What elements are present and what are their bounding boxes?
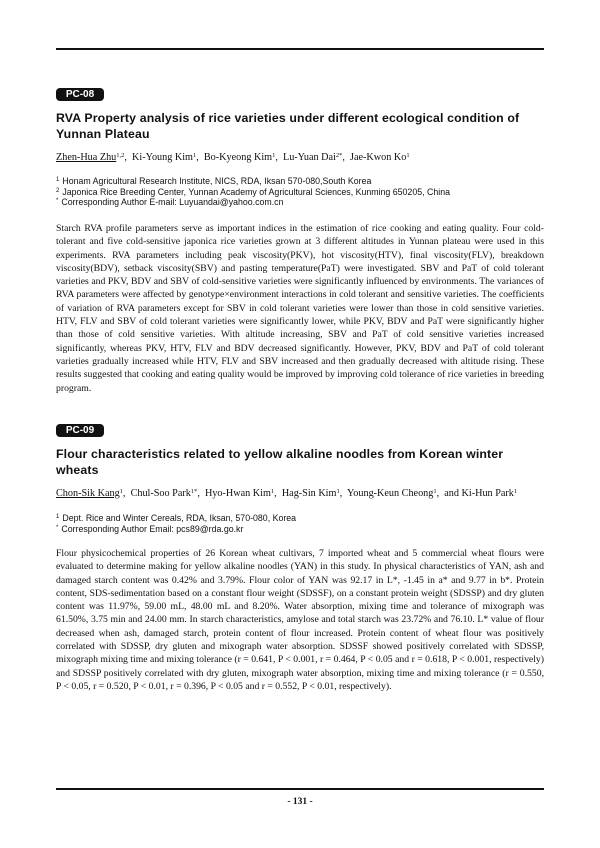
author-affiliation-mark: 1 — [433, 488, 437, 495]
author-name: Lu-Yuan Dai — [282, 152, 336, 163]
affiliation — [56, 187, 544, 198]
affiliation — [56, 176, 544, 187]
affiliation-mark: * — [56, 198, 59, 204]
author-name: Zhen-Hua Zhu — [56, 152, 117, 163]
affiliation-text: Corresponding Author Email: pcs89@rda.go.kr — [61, 523, 244, 534]
author — [56, 488, 123, 499]
author-affiliation-mark: 1,2 — [116, 152, 125, 159]
affiliation-mark: 1 — [56, 177, 60, 183]
author-name: Chon-Sik Kang — [56, 488, 120, 499]
abstract-title: Flour characteristics related to yellow alkaline noodles from Korean winter wheats — [56, 447, 504, 477]
author: and Ki-Hun Park$^1$ — [444, 488, 518, 499]
affiliation-text: Dept. Rice and Winter Cereals, RDA, Iksan, 570-080, Korea — [62, 513, 297, 523]
author-affiliation-mark: 2* — [335, 152, 343, 159]
affiliation-text: Japonica Rice Breeding Center, Yunnan Academy of Agricultural Sciences, Kunming 650205, China — [62, 186, 450, 197]
author-name: Ki-Young Kim — [132, 152, 193, 163]
affiliation — [56, 513, 544, 524]
author-name: Hag-Sin Kim — [281, 488, 337, 499]
abstract-title: RVA Property analysis of rice varieties under different ecological condition of Yunnan Plateau — [56, 111, 520, 141]
corresponding-author — [56, 197, 544, 208]
abstract-code-badge: PC-08 — [56, 88, 104, 101]
author-affiliation-mark: 1* — [190, 488, 198, 495]
author-affiliation-mark: 1 — [119, 488, 123, 495]
author — [131, 488, 198, 499]
author-list: Zhen-Hua Zhu$^{1,2}$, Ki-Young Kim$^1$, Bo-Kyeong Kim$^1$, Lu-Yuan Dai$^{2*}$, Jae-Kwon Ko$^1$ — [56, 152, 410, 163]
author-affiliation-mark: 1 — [272, 152, 276, 159]
author-affiliation-mark: 1 — [270, 488, 275, 495]
author — [56, 152, 124, 163]
abstract-body: Flour physicochemical properties of 26 Korean wheat cultivars, 7 imported wheat and 5 commercial wheat flours were evaluated to determine making for yellow alkaline noodles (YAN) in this study. In physical characteristics of YAN, ash and damaged starch content was 0.42% and 3.79%. Flour color of YAN was 92.17 in L*, -1.45 in a* and 9.77 in b*. Protein content, SDS-sedimentation based on a constant flour weight (SDSSF), on a constant protein weight (SDSSP) and dry gluten content was 11.97%, 59.00 mL, 48.00 mL and 8.20%. Water absorption, mixing time and tolerance of mixograph was 61.50%, 3.75 min and 24.00 mm. In starch characteristics, amylose and total starch was 23.72% and 76.10. L* value of flour decreased when ash, damaged starch, protein content of flour increased. Protein content of wheat flour was positively correlated with SDSSP, dry gluten and mixograph water absorption. SDSSF showed positively correlated with SDSSP, mixograph mixing time and mixing tolerance (r = 0.641, P < 0.001, r = 0.464, P < 0.05 and r = 0.618, P < 0.001, respectively) and SDSSP positively correlated with dry gluten, mixograph water absorption, mixing time and mixing tolerance (r = 0.550, P < 0.05, r = 0.520, P < 0.01, r = 0.396, P < 0.05 and r = 0.552, P < 0.01, respectively). — [56, 548, 544, 692]
abstract-code-badge: PC-09 — [56, 424, 104, 437]
author-name: Ki-Hun Park — [461, 488, 514, 499]
author-name: Jae-Kwon Ko — [350, 152, 407, 163]
author-affiliation-mark: 1 — [336, 488, 340, 495]
author-affiliation-mark: 1 — [513, 488, 518, 495]
abstract-body: Starch RVA profile parameters serve as important indices in the estimation of rice cooking and eating quality. Four cold- tolerant and five cold-sensitive japonica rice varieties grown at 3 different altitudes in Yunnan plateau were used in this experiments. RVA parameters including peak viscosity(PKV), hot viscosity(HTV), final viscosity(FLV), breakdown viscosity(BDV), setback viscosity(SBV) and pasting temperature(PaT) were investigated. SBV and PaT of cold tolerant varieties and PKV, BDV and SBV of cold-sensitive varieties were significantly influenced by environments. The variances of RVA parameters were affected by genotype×environment interactions in cold tolerant and sensitive varieties. The coefficients of variation of RVA parameters except for SBV in cold tolerant varieties were lower than those in cold sensitive varieties. HTV, FLV and SBV of cold tolerant varieties were significantly lower, while PKV, BDV and PaT were significantly higher than those of cold sensitive varieties. With altitude increasing, SBV and PaT of cold sensitive varieties increased significantly, whereas PKV, HTV, FLV and BDV decreased significantly. However, PKV, BDV and PaT of cold tolerant varieties gradually increased while HTV, FLV and SBV increased and then gradually decreased with altitude rising. These results suggested that cooking and eating quality would be improved by improving cold tolerance of rice varieties in breeding program. — [56, 223, 544, 394]
author-affiliation-mark: 1 — [192, 152, 197, 159]
author-affiliation-mark: 1 — [406, 152, 410, 159]
affiliation-mark: 2 — [56, 187, 60, 194]
author-name: Hyo-Hwan Kim — [204, 488, 271, 499]
affiliation-mark: * — [56, 524, 59, 531]
affiliation-list — [56, 513, 544, 534]
page-number: - 131 - — [287, 797, 313, 807]
affiliation-text: Corresponding Author E-mail: Luyuandai@yahoo.com.cn — [61, 197, 284, 207]
author — [282, 488, 340, 499]
footer-rule — [56, 788, 544, 790]
corresponding-author — [56, 524, 544, 535]
author-name: Bo-Kyeong Kim — [203, 152, 273, 163]
author — [347, 488, 437, 499]
author — [132, 152, 196, 163]
author-name: Young-Keun Cheong — [346, 488, 434, 499]
affiliation-text: Honam Agricultural Research Institute, NICS, RDA, Iksan 570-080,South Korea — [62, 176, 372, 186]
affiliation-list — [56, 176, 544, 208]
author — [283, 152, 342, 163]
author — [204, 152, 275, 163]
header-rule — [56, 48, 544, 50]
author-name: Chul-Soo Park — [130, 488, 191, 499]
affiliation-mark: 1 — [56, 514, 60, 520]
author-list: Chon-Sik Kang$^1$, Chul-Soo Park$^{1*}$, Hyo-Hwan Kim$^1$, Hag-Sin Kim$^1$, Young-Keun Cheong$^1$, and Ki-Hun Park$^1$ — [56, 488, 518, 499]
author — [350, 152, 410, 163]
author — [205, 488, 274, 499]
